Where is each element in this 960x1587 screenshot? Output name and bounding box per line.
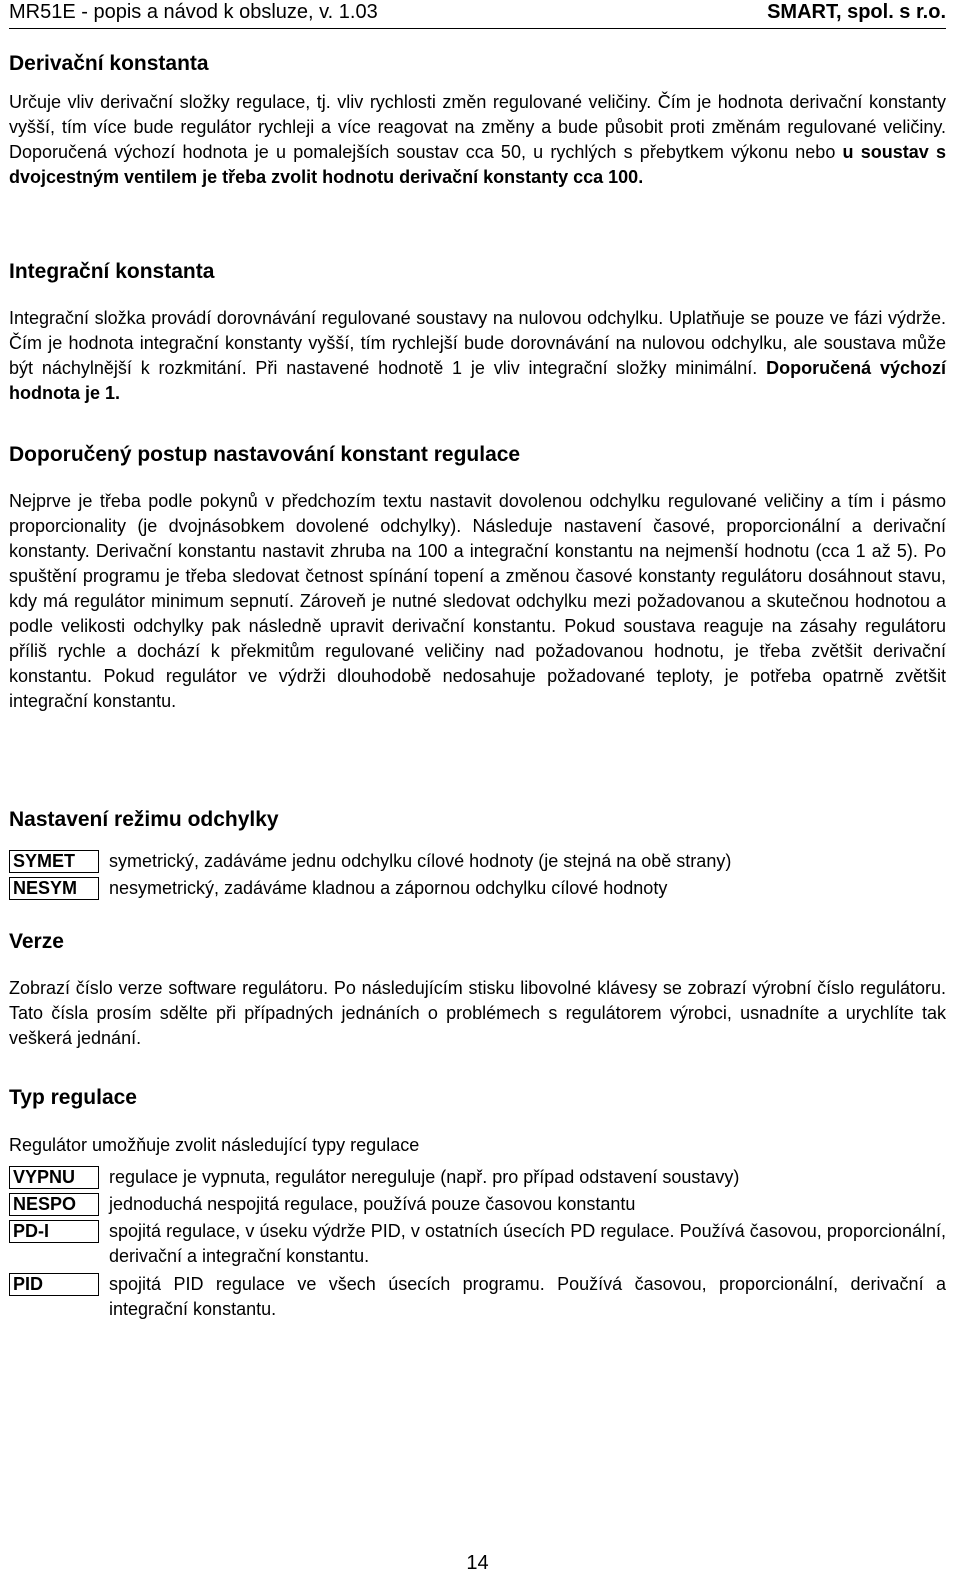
section-title-rezim: Nastavení režimu odchylky [9,808,279,831]
code-desc-pid: spojitá PID regulace ve všech úsecích programu. Používá časovou, proporcionální, derivační a integrační konstantu. [109,1274,946,1319]
header-company: SMART, spol. s r.o. [767,1,946,23]
code-label-symet: SYMET [9,850,99,873]
paragraph-integracni [9,306,946,406]
code-desc-symet: symetrický, zadáváme jednu odchylku cílové hodnoty (je stejná na obě strany) [109,851,732,871]
code-label-nesym: NESYM [9,877,99,900]
section-title-verze: Verze [9,930,64,953]
code-label-nespo: NESPO [9,1193,99,1216]
code-label-vypnu: VYPNU [9,1166,99,1189]
page-number: 14 [466,1552,489,1574]
code-desc-nespo: jednoduchá nespojitá regulace, používá pouze časovou konstantu [109,1194,636,1214]
paragraph-derivacni [9,90,946,190]
paragraph-verze: Zobrazí číslo verze software regulátoru. Po následujícím stisku libovolné klávesy se zobrazí výrobní číslo regulátoru. Tato čísla prosím sdělte při případných jednáních o problémech s regulátorem výrobci, usnadníte a urychlíte tak veškerá jednání. [9,978,946,1048]
code-label-pid: PID [9,1273,99,1296]
section-title-typ: Typ regulace [9,1086,137,1109]
paragraph-derivacni-text: Určuje vliv derivační složky regulace, tj. vliv rychlosti změn regulované veličiny. Čím je hodnota derivační konstanty vyšší, tím více bude regulátor rychleji a více reagovat na změny a bude působit proti změnám regulované veličiny. Doporučená výchozí hodnota je u pomalejších soustav cca 50, u rychlých s přebytkem výkonu nebo [9,92,946,162]
page-header [9,0,946,24]
paragraph-postup: Nejprve je třeba podle pokynů v předchozím textu nastavit dovolenou odchylku regulované veličiny a tím i pásmo proporcionality (je dvojnásobkem dovolené odchylky). Následuje nastavení časové, proporcionální a derivační konstanty. Derivační konstantu nastavit zhruba na 100 a integrační konstantu na nejmenší hodnotu (cca 1 až 5). Po spuštění programu je třeba sledovat četnost spínání topení a změnou časové konstanty regulátoru dosáhnout stavu, kdy má regulátor minimum sepnutí. Zároveň je nutné sledovat odchylku mezi požadovanou a skutečnou hodnotou a podle velikosti odchylky pak následně upravit derivační konstantu. Pokud soustava reaguje na zásahy regulátoru příliš rychle a dochází k překmitům regulované veličiny nad požadovanou hodnotu, je třeba zvětšit derivační konstantu. Pokud regulátor ve výdrži dlouhodobě nedosahuje požadované teploty, je potřeba opatrně zvětšit integrační konstantu. [9,491,946,711]
paragraph-integracni-emphasis: Doporučená výchozí hodnota je 1. [9,358,946,403]
code-desc-nesym: nesymetrický, zadáváme kladnou a zápornou odchylku cílové hodnoty [109,878,668,898]
header-document-title: MR51E - popis a návod k obsluze, v. 1.03 [9,1,378,23]
header-divider [9,28,946,29]
code-desc-vypnu: regulace je vypnuta, regulátor nereguluje (např. pro případ odstavení soustavy) [109,1167,740,1187]
section-title-derivacni: Derivační konstanta [9,52,209,75]
paragraph-integracni-text: Integrační složka provádí dorovnávání regulované soustavy na nulovou odchylku. Uplatňuje se pouze ve fázi výdrže. Čím je hodnota integrační konstanty vyšší, tím rychlejší bude dorovnávání na nulovou odchylku, ale soustava může být náchylnější k rozkmitání. Při nastavené hodnotě 1 je vliv integrační složky minimální. [9,308,946,378]
section-title-integracni: Integrační konstanta [9,260,215,283]
paragraph-derivacni-emphasis: u soustav s dvojcestným ventilem je třeba zvolit hodnotu derivační konstanty cca 100. [9,142,946,187]
code-desc-pd-i: spojitá regulace, v úseku výdrže PID, v ostatních úsecích PD regulace. Používá časovou, proporcionální, derivační a integrační konstantu. [109,1221,946,1266]
section-title-postup: Doporučený postup nastavování konstant regulace [9,443,521,466]
paragraph-typ-intro: Regulátor umožňuje zvolit následující typy regulace [9,1135,420,1155]
code-label-pd-i: PD-I [9,1220,99,1243]
